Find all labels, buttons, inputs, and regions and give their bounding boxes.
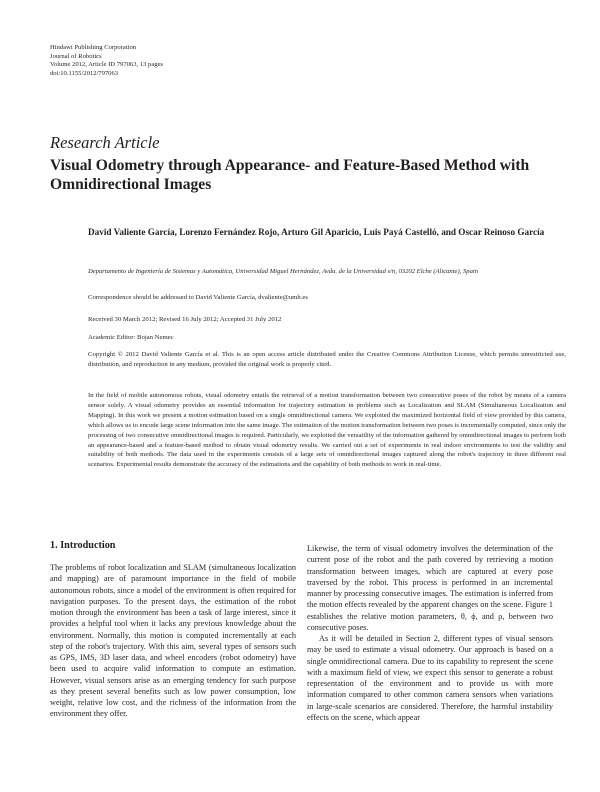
journal-info bbox=[50, 44, 163, 78]
abstract: In the field of mobile autonomous robots, visual odometry entails the retrieval of a motion transformation between two consecutive poses of the robot by means of a camera sensor solely. A visual odometry provides an essential information for trajectory estimation in problems such as Localization and SLAM (Simultaneous Localization and Mapping). In this work we present a motion estimation based on a single omnidirectional camera. We exploited the maximized horizontal field of view provided by this camera, which allows us to encode large scene information into the same image. The estimation of the motion transformation between two poses is incrementally computed, since only the processing of two consecutive omnidirectional images is required. Particularly, we exploited the versatility of the information gathered by omnidirectional images to perform both an appearance-based and a feature-based method to obtain visual odometry results. We carried out a set of experiments in real indoor environments to test the validity and suitability of both methods. The data used in the experiments consists of a large sets of omnidirectional images captured along the robot's trajectory in three different real scenarios. Experimental results demonstrate the accuracy of the estimations and the capability of both methods to work in real-time. bbox=[88, 392, 566, 469]
approach-paragraph: As it will be detailed in Section 2, different types of visual sensors may be used to estimate a visual odometry. Our approach is based on a single omnidirectional camera. Due to its capability to represent the scene with a maximum field of view, we expect this sensor to generate a robust representation of the environment and to provide us with more information compared to other common camera sensors when variations in large-scale scenarios are considered. Therefore, the harmful instability effects on the scene, which appear bbox=[307, 634, 553, 722]
authors: David Valiente García, Lorenzo Fernández Rojo, Arturo Gil Aparicio, Luis Payá Castelló, and Oscar Reinoso García bbox=[88, 227, 545, 237]
dates: Received 30 March 2012; Revised 16 July 2012; Accepted 31 July 2012 bbox=[88, 316, 282, 323]
article-type: Research Article bbox=[50, 133, 160, 152]
publisher: Hindawi Publishing Corporation bbox=[50, 44, 137, 51]
copyright: Copyright © 2012 David Valiente García et al. This is an open access article distributed under the Creative Commons Attribution License, which permits unrestricted use, distribution, and reproduction in any medium, provided the original work is properly cited. bbox=[88, 351, 566, 368]
volume-info: Volume 2012, Article ID 797063, 13 pages bbox=[50, 61, 164, 69]
right-column bbox=[307, 543, 553, 723]
affiliation: Departamento de Ingeniería de Sistemas y Automática, Universidad Miguel Hernández, Avda. de la Universidad s/n, 03202 Elche (Alicante), Spain bbox=[88, 268, 478, 275]
academic-editor: Academic Editor: Bojan Nemec bbox=[88, 334, 174, 341]
paper-title: Visual Odometry through Appearance- and Feature-Based Method with Omnidirectional Images bbox=[50, 157, 530, 193]
left-column bbox=[50, 562, 296, 720]
visual-odometry-paragraph: Likewise, the term of visual odometry involves the determination of the current pose of the robot and the path covered by retrieving a motion transformation between images, which are captured at every pose traversed by the robot. This process is performed in an incremental manner by processing consecutive images. The estimation is inferred from the motion effects revealed by the apparent changes on the scene. Figure 1 establishes the relative motion parameters, θ, ϕ, and ρ, between two consecutive poses. bbox=[307, 544, 553, 632]
journal-name: Journal of Robotics bbox=[50, 52, 102, 60]
section-heading: 1. Introduction bbox=[50, 540, 116, 551]
correspondence: Correspondence should be addressed to David Valiente García, dvaliente@umh.es bbox=[88, 294, 308, 301]
doi: doi:10.1155/2012/797063 bbox=[50, 69, 119, 77]
intro-paragraph: The problems of robot localization and SLAM (simultaneous localization and mapping) are of paramount importance in the field of mobile autonomous robots, since a model of the environment is often required for navigation purposes. To the present days, the estimation of the robot motion through the environment has been a task of large interest, since it provides a helpful tool when it lacks any previous knowledge about the environment. Normally, this motion is computed incrementally at each step of the robot's trajectory. With this aim, several types of sensors such as GPS, IMS, 3D laser data, and wheel encoders (robot odometry) have been used to acquire valid information to compute an estimation. However, visual sensors arise as an emerging tendency for such purpose as they present several benefits such as low power consumption, low weight, relative low cost, and the richness of the information from the environment they offer. bbox=[50, 563, 296, 719]
